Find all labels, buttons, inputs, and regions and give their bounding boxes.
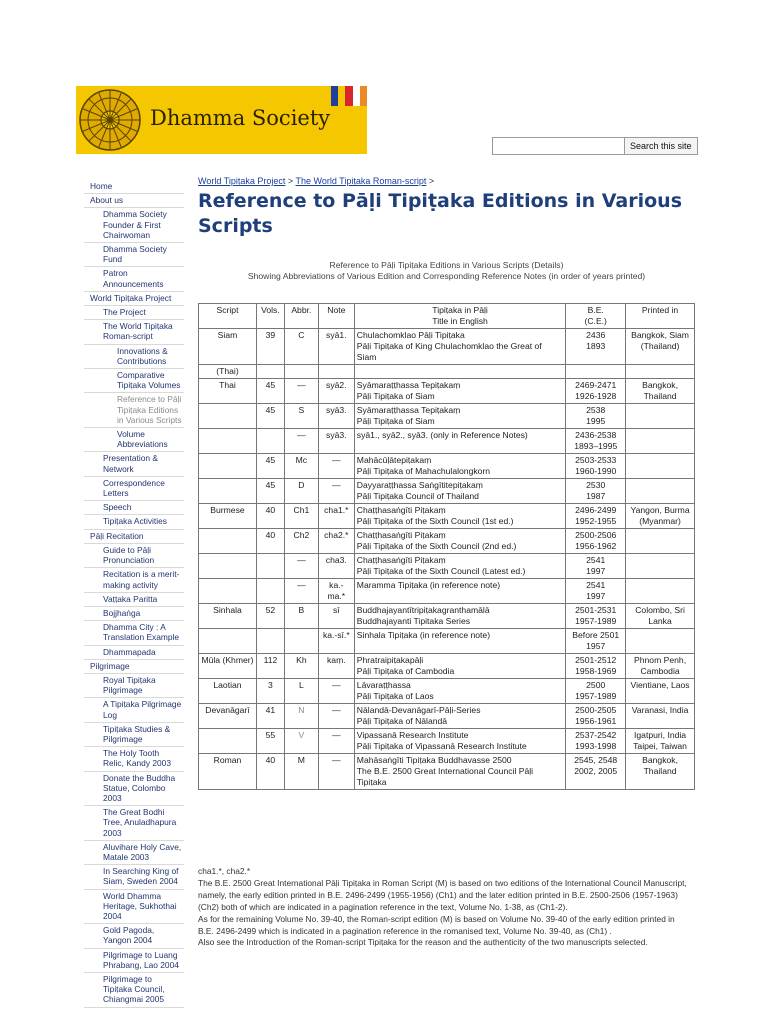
cell-abbr bbox=[284, 365, 318, 379]
cell-printed bbox=[626, 529, 695, 554]
be-year: 2541 bbox=[586, 555, 606, 565]
cell-printed bbox=[626, 429, 695, 454]
cell-note: — bbox=[318, 704, 354, 729]
tipitaka-pali-title: Nālandā-Devanāgarī-Pāḷi-Series bbox=[356, 705, 481, 715]
cell-abbr: Ch1 bbox=[284, 504, 318, 529]
ce-year: 2002, 2005 bbox=[574, 766, 618, 776]
tipitaka-english-title: Pāḷi Tipiṭaka of Siam bbox=[356, 391, 435, 401]
cell-note: syā1. bbox=[318, 329, 354, 365]
cell-vols bbox=[256, 629, 284, 654]
sidebar-item[interactable]: The World Tipiṭaka Roman-script bbox=[84, 320, 184, 344]
cell-be bbox=[566, 404, 626, 429]
table-row bbox=[199, 529, 695, 554]
cell-printed: Bangkok, Thailand bbox=[626, 754, 695, 790]
tipitaka-english-title: Buddhajayanti Tipitaka Series bbox=[356, 616, 471, 626]
table-row bbox=[199, 729, 695, 754]
cell-printed bbox=[626, 404, 695, 429]
sidebar-item[interactable]: Reference to Pāḷi Tipiṭaka Editions in Various Scripts bbox=[84, 393, 184, 428]
cell-be bbox=[566, 679, 626, 704]
breadcrumb-link-roman-script[interactable]: The World Tipiṭaka Roman-script bbox=[295, 176, 427, 186]
cell-abbr: M bbox=[284, 754, 318, 790]
cell-vols bbox=[256, 429, 284, 454]
table-row bbox=[199, 479, 695, 504]
header-note: Note bbox=[318, 304, 354, 329]
table-row bbox=[199, 629, 695, 654]
cell-be bbox=[566, 754, 626, 790]
footnote-paragraph: The B.E. 2500 Great International Pāḷi Tipiṭaka in Roman Script (M) is based on two editions of the International Council Manuscript, namely, the early edition printed in B.E. 2496-2499 (1955-1956) (Ch1) and the later edition printed in B.E. 2500-2506 (1957-1963) (Ch2) both of which are indicated in a pagination reference in the text, Volume No. 1-38, as (Ch1-2). bbox=[198, 877, 687, 912]
table-row bbox=[199, 554, 695, 579]
sidebar-item[interactable]: Patron Announcements bbox=[84, 267, 184, 291]
cell-tipitaka bbox=[354, 629, 566, 654]
tipitaka-pali-title: Dayyaraṭṭhassa Saṅgītitepiṭakaṃ bbox=[356, 480, 483, 490]
ce-year: 1960-1990 bbox=[575, 466, 617, 476]
tipitaka-pali-title: Mahāsaṅgīti Tipiṭaka Buddhavasse 2500 bbox=[356, 755, 512, 765]
be-year: 2503-2533 bbox=[575, 455, 617, 465]
ce-year: 1957-1989 bbox=[575, 616, 617, 626]
sidebar-item[interactable]: World Tipiṭaka Project bbox=[84, 292, 184, 306]
cell-tipitaka bbox=[354, 429, 566, 454]
header-abbr: Abbr. bbox=[284, 304, 318, 329]
sidebar-item[interactable]: Bojjhaṅga bbox=[84, 607, 184, 621]
tipitaka-english-title: Pāḷi Tipiṭaka Council of Thailand bbox=[356, 491, 479, 501]
cell-abbr: S bbox=[284, 404, 318, 429]
cell-printed bbox=[626, 629, 695, 654]
sidebar-item[interactable]: Dhamma Society Founder & First Chairwoman bbox=[84, 208, 184, 243]
sidebar-item[interactable]: A Tipiṭaka Pilgrimage Log bbox=[84, 698, 184, 722]
be-year: 2501-2512 bbox=[575, 655, 617, 665]
sidebar-item[interactable]: World Dhamma Heritage, Sukhothai 2004 bbox=[84, 890, 184, 925]
cell-be bbox=[566, 479, 626, 504]
search-input[interactable] bbox=[492, 137, 626, 155]
cell-printed: Bangkok, Thailand bbox=[626, 379, 695, 404]
cell-tipitaka bbox=[354, 679, 566, 704]
sidebar-item[interactable]: Dhamma City : A Translation Example bbox=[84, 621, 184, 645]
sidebar-item[interactable]: Innovations & Contributions bbox=[84, 345, 184, 369]
cell-vols: 45 bbox=[256, 479, 284, 504]
header-script: Script bbox=[199, 304, 257, 329]
cell-be bbox=[566, 454, 626, 479]
cell-script: Laotian bbox=[199, 679, 257, 704]
be-year: 2501-2531 bbox=[575, 605, 617, 615]
ce-year: 1926-1928 bbox=[575, 391, 617, 401]
cell-script bbox=[199, 579, 257, 604]
cell-note: — bbox=[318, 454, 354, 479]
header-tipitaka-english: Title in English bbox=[432, 316, 488, 326]
ce-year: 1987 bbox=[586, 491, 606, 501]
cell-script: Thai bbox=[199, 379, 257, 404]
breadcrumb-separator: > bbox=[428, 176, 435, 186]
sidebar-item[interactable]: Aluvihare Holy Cave, Matale 2003 bbox=[84, 841, 184, 865]
cell-vols: 40 bbox=[256, 504, 284, 529]
ce-year: 1997 bbox=[586, 566, 606, 576]
cell-abbr bbox=[284, 629, 318, 654]
ce-year: 1997 bbox=[586, 591, 606, 601]
cell-be bbox=[566, 504, 626, 529]
tipitaka-english-title: Pāḷi Tipiṭaka of Vipassanā Research Institute bbox=[356, 741, 527, 751]
breadcrumb bbox=[198, 176, 695, 186]
cell-note: cha1.* bbox=[318, 504, 354, 529]
sidebar-item[interactable]: The Holy Tooth Relic, Kandy 2003 bbox=[84, 747, 184, 771]
cell-note: syā3. bbox=[318, 429, 354, 454]
cell-note: — bbox=[318, 729, 354, 754]
page-title: Reference to Pāḷi Tipiṭaka Editions in Various Scripts bbox=[198, 190, 683, 237]
cell-script bbox=[199, 479, 257, 504]
tipitaka-english-title: The B.E. 2500 Great International Council Pāḷi Tipiṭaka bbox=[356, 766, 534, 787]
tipitaka-pali-title: Mahācūḷātepiṭakaṃ bbox=[356, 455, 432, 465]
tipitaka-pali-title: Syāmaraṭṭhassa Tepiṭakaṃ bbox=[356, 380, 461, 390]
be-year: 2538 bbox=[586, 405, 606, 415]
sidebar-item[interactable]: Pāḷi Recitation bbox=[84, 530, 184, 544]
cell-note: — bbox=[318, 679, 354, 704]
be-year: 2436-2538 bbox=[575, 430, 617, 440]
cell-note: syā2. bbox=[318, 379, 354, 404]
cell-script bbox=[199, 429, 257, 454]
cell-vols: 55 bbox=[256, 729, 284, 754]
tipitaka-english-title: Pāḷi Tipiṭaka of Cambodia bbox=[356, 666, 455, 676]
cell-script: Burmese bbox=[199, 504, 257, 529]
cell-printed: Bangkok, Siam (Thailand) bbox=[626, 329, 695, 365]
tipitaka-english-title: Pāḷi Tipiṭaka of Laos bbox=[356, 691, 434, 701]
main-content bbox=[198, 176, 695, 282]
cell-be bbox=[566, 729, 626, 754]
cell-printed: Phnom Penh, Cambodia bbox=[626, 654, 695, 679]
site-name: Dhamma Society bbox=[150, 106, 331, 130]
table-row bbox=[199, 329, 695, 365]
cell-vols bbox=[256, 579, 284, 604]
cell-tipitaka bbox=[354, 404, 566, 429]
tipitaka-english-title: Pāḷi Tipiṭaka of the Sixth Council (Latest ed.) bbox=[356, 566, 526, 576]
cell-tipitaka bbox=[354, 379, 566, 404]
table-description: Showing Abbreviations of Various Edition and Corresponding Reference Notes (in order of years printed) bbox=[247, 271, 646, 281]
table-row bbox=[199, 604, 695, 629]
cell-tipitaka bbox=[354, 504, 566, 529]
cell-abbr: B bbox=[284, 604, 318, 629]
cell-vols: 52 bbox=[256, 604, 284, 629]
footnote-heading: cha1.*, cha2.* bbox=[198, 866, 251, 876]
cell-printed: Varanasi, India bbox=[626, 704, 695, 729]
cell-vols: 45 bbox=[256, 404, 284, 429]
cell-be bbox=[566, 529, 626, 554]
cell-be bbox=[566, 654, 626, 679]
cell-script: Roman bbox=[199, 754, 257, 790]
be-year: 2541 bbox=[586, 580, 606, 590]
be-year: 2500-2506 bbox=[575, 530, 617, 540]
cell-be bbox=[566, 329, 626, 365]
table-row bbox=[199, 404, 695, 429]
cell-abbr: N bbox=[284, 704, 318, 729]
cell-abbr: Ch2 bbox=[284, 529, 318, 554]
table-row bbox=[199, 704, 695, 729]
table-row bbox=[199, 379, 695, 404]
cell-be bbox=[566, 604, 626, 629]
cell-printed: Igatpuri, India Taipei, Taiwan bbox=[626, 729, 695, 754]
cell-abbr: V bbox=[284, 729, 318, 754]
cell-printed: Colombo, Sri Lanka bbox=[626, 604, 695, 629]
cell-printed bbox=[626, 365, 695, 379]
table-row bbox=[199, 504, 695, 529]
cell-note: syā3. bbox=[318, 404, 354, 429]
sidebar-item[interactable]: Tipiṭaka Studies & Pilgrimage bbox=[84, 723, 184, 747]
cell-be bbox=[566, 579, 626, 604]
cell-vols bbox=[256, 554, 284, 579]
sidebar-item[interactable]: Speech bbox=[84, 501, 184, 515]
sidebar-item[interactable]: Presentation & Network bbox=[84, 452, 184, 476]
sidebar-item[interactable]: Pilgrimage to Tipiṭaka Council, Chiangmai 2005 bbox=[84, 973, 184, 1008]
sidebar-item[interactable]: Volume Abbreviations bbox=[84, 428, 184, 452]
cell-vols: 45 bbox=[256, 379, 284, 404]
header-ce-label: (C.E.) bbox=[584, 316, 607, 326]
buddhist-flag-icon bbox=[331, 86, 367, 106]
tipitaka-english-title: Pāḷi Tipiṭaka of King Chulachomklao the Great of Siam bbox=[356, 341, 542, 362]
sidebar-item[interactable]: Pilgrimage to Luang Phrabang, Lao 2004 bbox=[84, 949, 184, 973]
cell-vols bbox=[256, 365, 284, 379]
cell-be bbox=[566, 554, 626, 579]
sidebar-item[interactable]: The Project bbox=[84, 306, 184, 320]
cell-note: — bbox=[318, 754, 354, 790]
cell-note: ka.-sī.* bbox=[318, 629, 354, 654]
cell-note: cha2.* bbox=[318, 529, 354, 554]
tipitaka-pali-title: Lāvaraṭṭhassa bbox=[356, 680, 411, 690]
cell-tipitaka bbox=[354, 365, 566, 379]
cell-vols: 41 bbox=[256, 704, 284, 729]
cell-vols: 3 bbox=[256, 679, 284, 704]
cell-script: Siam bbox=[199, 329, 257, 365]
table-row bbox=[199, 365, 695, 379]
cell-abbr: Mc bbox=[284, 454, 318, 479]
sidebar-item[interactable]: Donate the Buddha Statue, Colombo 2003 bbox=[84, 772, 184, 807]
tipitaka-pali-title: Syāmaraṭṭhassa Tepiṭakaṃ bbox=[356, 405, 461, 415]
cell-vols: 40 bbox=[256, 754, 284, 790]
cell-script: Sinhala bbox=[199, 604, 257, 629]
sidebar-item[interactable]: Guide to Pāḷi Pronunciation bbox=[84, 544, 184, 568]
tipitaka-pali-title: Vipassanā Research Institute bbox=[356, 730, 469, 740]
cell-script bbox=[199, 554, 257, 579]
cell-tipitaka bbox=[354, 479, 566, 504]
be-year: 2500-2505 bbox=[575, 705, 617, 715]
tipitaka-pali-title: Chaṭṭhasaṅgīti Piṭakaṃ bbox=[356, 505, 446, 515]
header-vols: Vols. bbox=[256, 304, 284, 329]
sidebar-item[interactable]: Royal Tipiṭaka Pilgrimage bbox=[84, 674, 184, 698]
cell-script: Devanāgarī bbox=[199, 704, 257, 729]
be-year: Before 2501 bbox=[572, 630, 620, 640]
cell-tipitaka bbox=[354, 454, 566, 479]
cell-printed bbox=[626, 579, 695, 604]
cell-printed bbox=[626, 454, 695, 479]
cell-be bbox=[566, 704, 626, 729]
cell-note bbox=[318, 365, 354, 379]
cell-be bbox=[566, 629, 626, 654]
cell-abbr: D bbox=[284, 479, 318, 504]
table-row bbox=[199, 454, 695, 479]
cell-abbr: — bbox=[284, 554, 318, 579]
cell-script bbox=[199, 454, 257, 479]
be-year: 2545, 2548 bbox=[574, 755, 618, 765]
cell-abbr: — bbox=[284, 579, 318, 604]
header-printed: Printed in bbox=[626, 304, 695, 329]
cell-tipitaka bbox=[354, 654, 566, 679]
tipitaka-pali-title: Chulachomklao Pāḷi Tipiṭaka bbox=[356, 330, 465, 340]
cell-tipitaka bbox=[354, 554, 566, 579]
table-header-row bbox=[199, 304, 695, 329]
ce-year: 1995 bbox=[586, 416, 606, 426]
ce-year: 1893–1995 bbox=[574, 441, 618, 451]
sidebar-item[interactable]: Correspondence Letters bbox=[84, 477, 184, 501]
table-row bbox=[199, 679, 695, 704]
cell-tipitaka bbox=[354, 529, 566, 554]
be-year: 2537-2542 bbox=[575, 730, 617, 740]
sidebar-nav bbox=[84, 180, 184, 1008]
cell-vols: 45 bbox=[256, 454, 284, 479]
cell-vols: 40 bbox=[256, 529, 284, 554]
tipitaka-pali-title: Sinhala Tipiṭaka (in reference note) bbox=[356, 630, 491, 640]
cell-abbr: — bbox=[284, 429, 318, 454]
cell-be bbox=[566, 365, 626, 379]
cell-note: cha3. bbox=[318, 554, 354, 579]
ce-year: 1993-1998 bbox=[575, 741, 617, 751]
header-be-label: B.E. bbox=[587, 305, 604, 315]
table-caption: Reference to Pāḷi Tipiṭaka Editions in Various Scripts (Details) bbox=[329, 260, 564, 270]
sidebar-item[interactable]: About us bbox=[84, 194, 184, 208]
cell-script bbox=[199, 629, 257, 654]
cell-tipitaka bbox=[354, 704, 566, 729]
tipitaka-pali-title: Maramma Tipiṭaka (in reference note) bbox=[356, 580, 501, 590]
cell-note: kaṃ. bbox=[318, 654, 354, 679]
cell-printed: Vientiane, Laos bbox=[626, 679, 695, 704]
tipitaka-pali-title: Chaṭṭhasaṅgīti Piṭakaṃ bbox=[356, 530, 446, 540]
cell-abbr: Kh bbox=[284, 654, 318, 679]
dhamma-wheel-icon bbox=[78, 88, 142, 152]
cell-tipitaka bbox=[354, 754, 566, 790]
header-tipitaka bbox=[354, 304, 566, 329]
sidebar-item[interactable]: Pilgrimage bbox=[84, 660, 184, 674]
breadcrumb-separator: > bbox=[287, 176, 294, 186]
tipitaka-english-title: Pāḷi Tipiṭaka of Siam bbox=[356, 416, 435, 426]
cell-printed bbox=[626, 479, 695, 504]
cell-script bbox=[199, 529, 257, 554]
cell-be bbox=[566, 429, 626, 454]
tipitaka-pali-title: Chaṭṭhasaṅgīti Piṭakaṃ bbox=[356, 555, 446, 565]
be-year: 2436 bbox=[586, 330, 606, 340]
table-row bbox=[199, 654, 695, 679]
tipitaka-english-title: Pāḷi Tipiṭaka of the Sixth Council (1st ed.) bbox=[356, 516, 514, 526]
cell-be bbox=[566, 379, 626, 404]
ce-year: 1893 bbox=[586, 341, 606, 351]
cell-tipitaka bbox=[354, 579, 566, 604]
be-year: 2469-2471 bbox=[575, 380, 617, 390]
ce-year: 1952-1955 bbox=[575, 516, 617, 526]
tipitaka-pali-title: Buddhajayantītripiṭakagranthamālā bbox=[356, 605, 490, 615]
be-year: 2530 bbox=[586, 480, 606, 490]
ce-year: 1958-1969 bbox=[575, 666, 617, 676]
cell-abbr: L bbox=[284, 679, 318, 704]
cell-note: — bbox=[318, 479, 354, 504]
search-button[interactable]: Search this site bbox=[624, 137, 698, 155]
ce-year: 1956-1961 bbox=[575, 716, 617, 726]
cell-vols: 39 bbox=[256, 329, 284, 365]
be-year: 2500 bbox=[586, 680, 606, 690]
sidebar-item[interactable]: Vaṭṭaka Paritta bbox=[84, 593, 184, 607]
be-year: 2496-2499 bbox=[575, 505, 617, 515]
sidebar-item[interactable]: Tipiṭaka Activities bbox=[84, 515, 184, 529]
sidebar-item[interactable]: Dhammapada bbox=[84, 646, 184, 660]
table-row bbox=[199, 429, 695, 454]
sidebar-item[interactable]: Recitation is a merit-making activity bbox=[84, 568, 184, 592]
table-row bbox=[199, 754, 695, 790]
cell-tipitaka bbox=[354, 604, 566, 629]
cell-vols: 112 bbox=[256, 654, 284, 679]
sidebar-item[interactable]: The Great Bodhi Tree, Anuladhapura 2003 bbox=[84, 806, 184, 841]
footnotes bbox=[198, 866, 688, 949]
cell-printed bbox=[626, 554, 695, 579]
sidebar-item[interactable]: Comparative Tipiṭaka Volumes bbox=[84, 369, 184, 393]
cell-script: (Thai) bbox=[199, 365, 257, 379]
cell-script bbox=[199, 729, 257, 754]
cell-printed: Yangon, Burma (Myanmar) bbox=[626, 504, 695, 529]
cell-note: ka.-ma.* bbox=[318, 579, 354, 604]
tipitaka-english-title: Pāḷi Tipiṭaka of the Sixth Council (2nd ed.) bbox=[356, 541, 517, 551]
cell-script: Mūla (Khmer) bbox=[199, 654, 257, 679]
cell-script bbox=[199, 404, 257, 429]
tipitaka-english-title: Pāḷi Tipiṭaka of Mahachulalongkorn bbox=[356, 466, 491, 476]
sidebar-item[interactable]: Home bbox=[84, 180, 184, 194]
editions-table bbox=[198, 303, 695, 790]
header-be bbox=[566, 304, 626, 329]
cell-note: sī bbox=[318, 604, 354, 629]
cell-abbr: — bbox=[284, 379, 318, 404]
footnote-paragraph: As for the remaining Volume No. 39-40, the Roman-script edition (M) is based on Volume No. 39-40 of the early edition printed in B.E. 2496-2499 which is indicated in a pagination reference in the romanised text, Volume No. 39-40, as (Ch1) . bbox=[198, 913, 675, 936]
tipitaka-pali-title: syā1., syā2., syā3. (only in Reference Notes) bbox=[356, 430, 528, 440]
ce-year: 1957-1989 bbox=[575, 691, 617, 701]
sidebar-item[interactable]: In Searching King of Siam, Sweden 2004 bbox=[84, 865, 184, 889]
sidebar-item[interactable]: Dhamma Society Fund bbox=[84, 243, 184, 267]
tipitaka-english-title: Pāḷi Tipiṭaka of Nālandā bbox=[356, 716, 448, 726]
ce-year: 1956-1962 bbox=[575, 541, 617, 551]
header-tipitaka-pali: Tipiṭaka in Pāḷi bbox=[432, 305, 488, 315]
table-row bbox=[199, 579, 695, 604]
ce-year: 1957 bbox=[586, 641, 606, 651]
cell-tipitaka bbox=[354, 729, 566, 754]
breadcrumb-link-project[interactable]: World Tipiṭaka Project bbox=[198, 176, 286, 186]
sidebar-item[interactable]: Gold Pagoda, Yangon 2004 bbox=[84, 924, 184, 948]
cell-tipitaka bbox=[354, 329, 566, 365]
footnote-paragraph: Also see the Introduction of the Roman-script Tipiṭaka for the reason and the authenticity of the two manuscripts selected. bbox=[198, 937, 648, 948]
tipitaka-pali-title: Phratraipiṭakapāḷi bbox=[356, 655, 424, 665]
cell-abbr: C bbox=[284, 329, 318, 365]
site-header[interactable] bbox=[76, 86, 367, 154]
